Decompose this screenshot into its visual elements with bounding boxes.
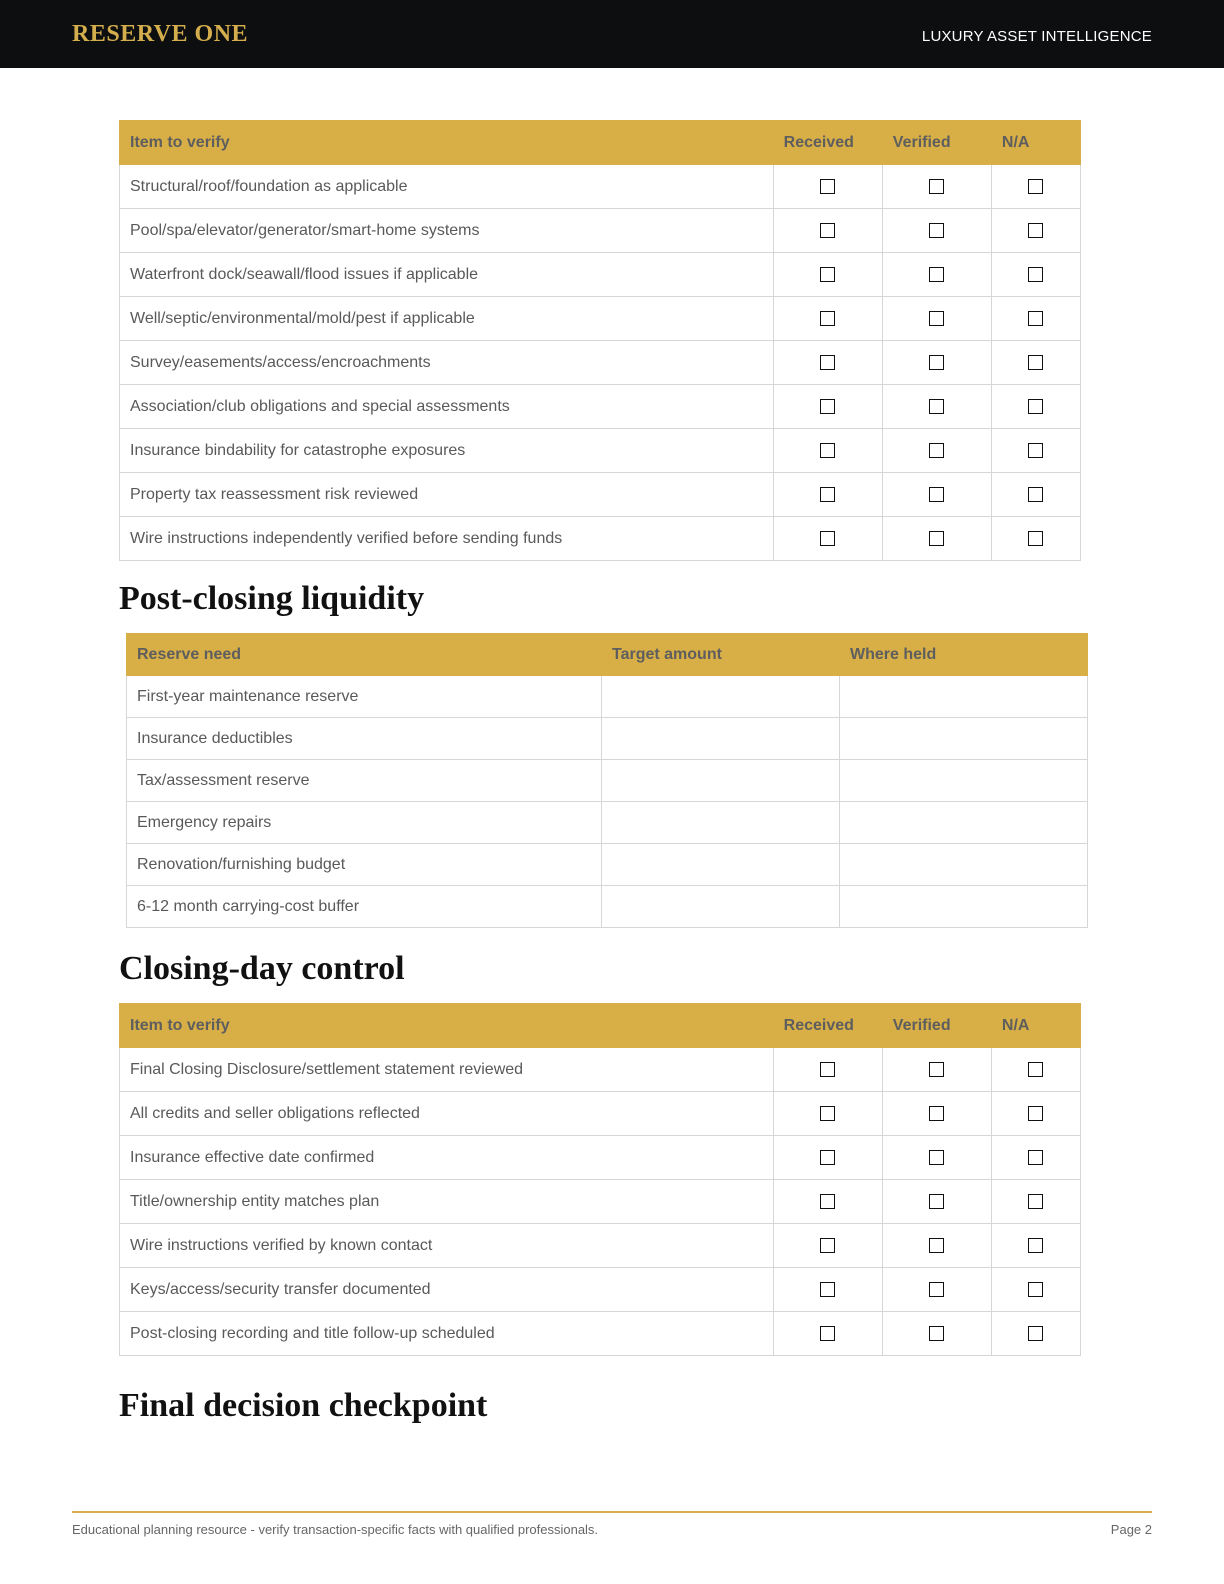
na-cell [991,517,1080,561]
received-cell [773,517,882,561]
item-label: Final Closing Disclosure/settlement statement reviewed [120,1048,774,1092]
received-checkbox[interactable] [820,487,835,502]
reserve-need-label: Emergency repairs [127,802,602,844]
target-amount-cell[interactable] [602,676,840,718]
reserve-need-label: Insurance deductibles [127,718,602,760]
item-label: Structural/roof/foundation as applicable [120,165,774,209]
received-checkbox[interactable] [820,267,835,282]
na-cell [991,1268,1080,1312]
received-checkbox[interactable] [820,443,835,458]
na-checkbox[interactable] [1028,311,1043,326]
table-row [127,844,1088,886]
table-header-row [120,1004,1081,1048]
item-label: Wire instructions independently verified before sending funds [120,517,774,561]
received-cell [773,1092,882,1136]
table-row [120,209,1081,253]
verified-checkbox[interactable] [929,1150,944,1165]
col-item: Item to verify [120,1004,774,1048]
received-cell [773,1268,882,1312]
received-cell [773,1180,882,1224]
verified-cell [882,297,991,341]
verified-cell [882,253,991,297]
verified-checkbox[interactable] [929,355,944,370]
table-row [120,1092,1081,1136]
received-cell [773,1136,882,1180]
table-row [120,253,1081,297]
na-checkbox[interactable] [1028,1282,1043,1297]
verified-checkbox[interactable] [929,311,944,326]
table-row [127,886,1088,928]
item-label: Pool/spa/elevator/generator/smart-home systems [120,209,774,253]
verified-checkbox[interactable] [929,487,944,502]
section-title-final-decision: Final decision checkpoint [119,1387,488,1424]
verified-checkbox[interactable] [929,179,944,194]
na-cell [991,1136,1080,1180]
header-tagline: LUXURY ASSET INTELLIGENCE [921,28,1152,45]
closing-day-table [119,1003,1081,1356]
table-row [120,1180,1081,1224]
table-row [120,1224,1081,1268]
na-checkbox[interactable] [1028,399,1043,414]
section-title-post-closing: Post-closing liquidity [119,580,425,617]
na-checkbox[interactable] [1028,267,1043,282]
table-row [120,429,1081,473]
table-row [120,341,1081,385]
target-amount-cell[interactable] [602,802,840,844]
table-row [120,165,1081,209]
received-cell [773,253,882,297]
table-row [120,1136,1081,1180]
verified-checkbox[interactable] [929,1062,944,1077]
verified-cell [882,1268,991,1312]
item-label: Post-closing recording and title follow-up scheduled [120,1312,774,1356]
verified-checkbox[interactable] [929,399,944,414]
received-checkbox[interactable] [820,1194,835,1209]
item-label: Keys/access/security transfer documented [120,1268,774,1312]
col-verified: Verified [882,121,991,165]
col-na: N/A [991,1004,1080,1048]
reserve-need-label: Renovation/furnishing budget [127,844,602,886]
where-held-cell[interactable] [840,802,1088,844]
table-row [120,297,1081,341]
col-item: Item to verify [120,121,774,165]
table-row [127,676,1088,718]
received-checkbox[interactable] [820,223,835,238]
na-checkbox[interactable] [1028,1194,1043,1209]
received-checkbox[interactable] [820,1106,835,1121]
verified-cell [882,1312,991,1356]
na-cell [991,297,1080,341]
na-cell [991,1312,1080,1356]
received-checkbox[interactable] [820,355,835,370]
table-row [120,473,1081,517]
item-label: Title/ownership entity matches plan [120,1180,774,1224]
verified-cell [882,341,991,385]
na-checkbox[interactable] [1028,487,1043,502]
target-amount-cell[interactable] [602,760,840,802]
na-checkbox[interactable] [1028,1238,1043,1253]
received-checkbox[interactable] [820,1150,835,1165]
where-held-cell[interactable] [840,676,1088,718]
table-row [120,1268,1081,1312]
received-checkbox[interactable] [820,399,835,414]
col-verified: Verified [882,1004,991,1048]
received-checkbox[interactable] [820,1062,835,1077]
col-received: Received [773,1004,882,1048]
na-checkbox[interactable] [1028,223,1043,238]
na-checkbox[interactable] [1028,1106,1043,1121]
item-label: Waterfront dock/seawall/flood issues if applicable [120,253,774,297]
verified-cell [882,209,991,253]
post-closing-table [126,633,1088,928]
received-cell [773,429,882,473]
brand-logo: RESERVE ONE [72,21,249,47]
na-checkbox[interactable] [1028,531,1043,546]
verified-checkbox[interactable] [929,1238,944,1253]
verified-checkbox[interactable] [929,1282,944,1297]
section-title-closing-day: Closing-day control [119,950,405,987]
table-row [120,1048,1081,1092]
table-row [127,718,1088,760]
target-amount-cell[interactable] [602,886,840,928]
where-held-cell[interactable] [840,718,1088,760]
target-amount-cell[interactable] [602,718,840,760]
na-cell [991,429,1080,473]
verified-cell [882,165,991,209]
received-checkbox[interactable] [820,1238,835,1253]
item-label: All credits and seller obligations reflected [120,1092,774,1136]
col-where-held: Where held [840,634,1088,676]
footer-note: Educational planning resource - verify transaction-specific facts with qualified professionals. [72,1522,599,1537]
received-checkbox[interactable] [820,311,835,326]
col-target-amount: Target amount [602,634,840,676]
table-row [127,802,1088,844]
received-cell [773,209,882,253]
na-cell [991,1224,1080,1268]
received-checkbox[interactable] [820,1282,835,1297]
received-cell [773,165,882,209]
verified-cell [882,1180,991,1224]
verified-checkbox[interactable] [929,223,944,238]
reserve-need-label: Tax/assessment reserve [127,760,602,802]
na-checkbox[interactable] [1028,1150,1043,1165]
verified-cell [882,1048,991,1092]
received-cell [773,1312,882,1356]
received-checkbox[interactable] [820,531,835,546]
na-checkbox[interactable] [1028,1326,1043,1341]
reserve-need-label: First-year maintenance reserve [127,676,602,718]
item-label: Association/club obligations and special assessments [120,385,774,429]
received-cell [773,473,882,517]
col-reserve-need: Reserve need [127,634,602,676]
verify-checklist-table [119,120,1081,561]
target-amount-cell[interactable] [602,844,840,886]
verified-checkbox[interactable] [929,443,944,458]
where-held-cell[interactable] [840,760,1088,802]
na-checkbox[interactable] [1028,179,1043,194]
verified-checkbox[interactable] [929,531,944,546]
verified-checkbox[interactable] [929,1326,944,1341]
item-label: Wire instructions verified by known contact [120,1224,774,1268]
na-cell [991,253,1080,297]
na-cell [991,385,1080,429]
table-row [127,760,1088,802]
table-header-row [120,121,1081,165]
item-label: Survey/easements/access/encroachments [120,341,774,385]
verified-cell [882,473,991,517]
received-cell [773,341,882,385]
received-cell [773,297,882,341]
verified-cell [882,429,991,473]
verified-checkbox[interactable] [929,267,944,282]
na-checkbox[interactable] [1028,1062,1043,1077]
item-label: Property tax reassessment risk reviewed [120,473,774,517]
table-header-row [127,634,1088,676]
verified-cell [882,1136,991,1180]
received-checkbox[interactable] [820,1326,835,1341]
na-cell [991,473,1080,517]
verified-cell [882,1224,991,1268]
na-checkbox[interactable] [1028,355,1043,370]
na-cell [991,209,1080,253]
na-cell [991,1180,1080,1224]
where-held-cell[interactable] [840,844,1088,886]
received-cell [773,1048,882,1092]
table-row [120,385,1081,429]
verified-cell [882,517,991,561]
na-cell [991,341,1080,385]
received-cell [773,385,882,429]
verified-checkbox[interactable] [929,1106,944,1121]
table-row [120,517,1081,561]
col-na: N/A [991,121,1080,165]
footer-divider [72,1511,1152,1513]
where-held-cell[interactable] [840,886,1088,928]
na-cell [991,1048,1080,1092]
na-cell [991,165,1080,209]
received-cell [773,1224,882,1268]
na-checkbox[interactable] [1028,443,1043,458]
item-label: Well/septic/environmental/mold/pest if applicable [120,297,774,341]
table-row [120,1312,1081,1356]
received-checkbox[interactable] [820,179,835,194]
item-label: Insurance effective date confirmed [120,1136,774,1180]
header-bar [0,0,1224,68]
page-number: Page 2 [1110,1522,1152,1537]
col-received: Received [773,121,882,165]
item-label: Insurance bindability for catastrophe exposures [120,429,774,473]
na-cell [991,1092,1080,1136]
verified-checkbox[interactable] [929,1194,944,1209]
reserve-need-label: 6-12 month carrying-cost buffer [127,886,602,928]
verified-cell [882,385,991,429]
verified-cell [882,1092,991,1136]
